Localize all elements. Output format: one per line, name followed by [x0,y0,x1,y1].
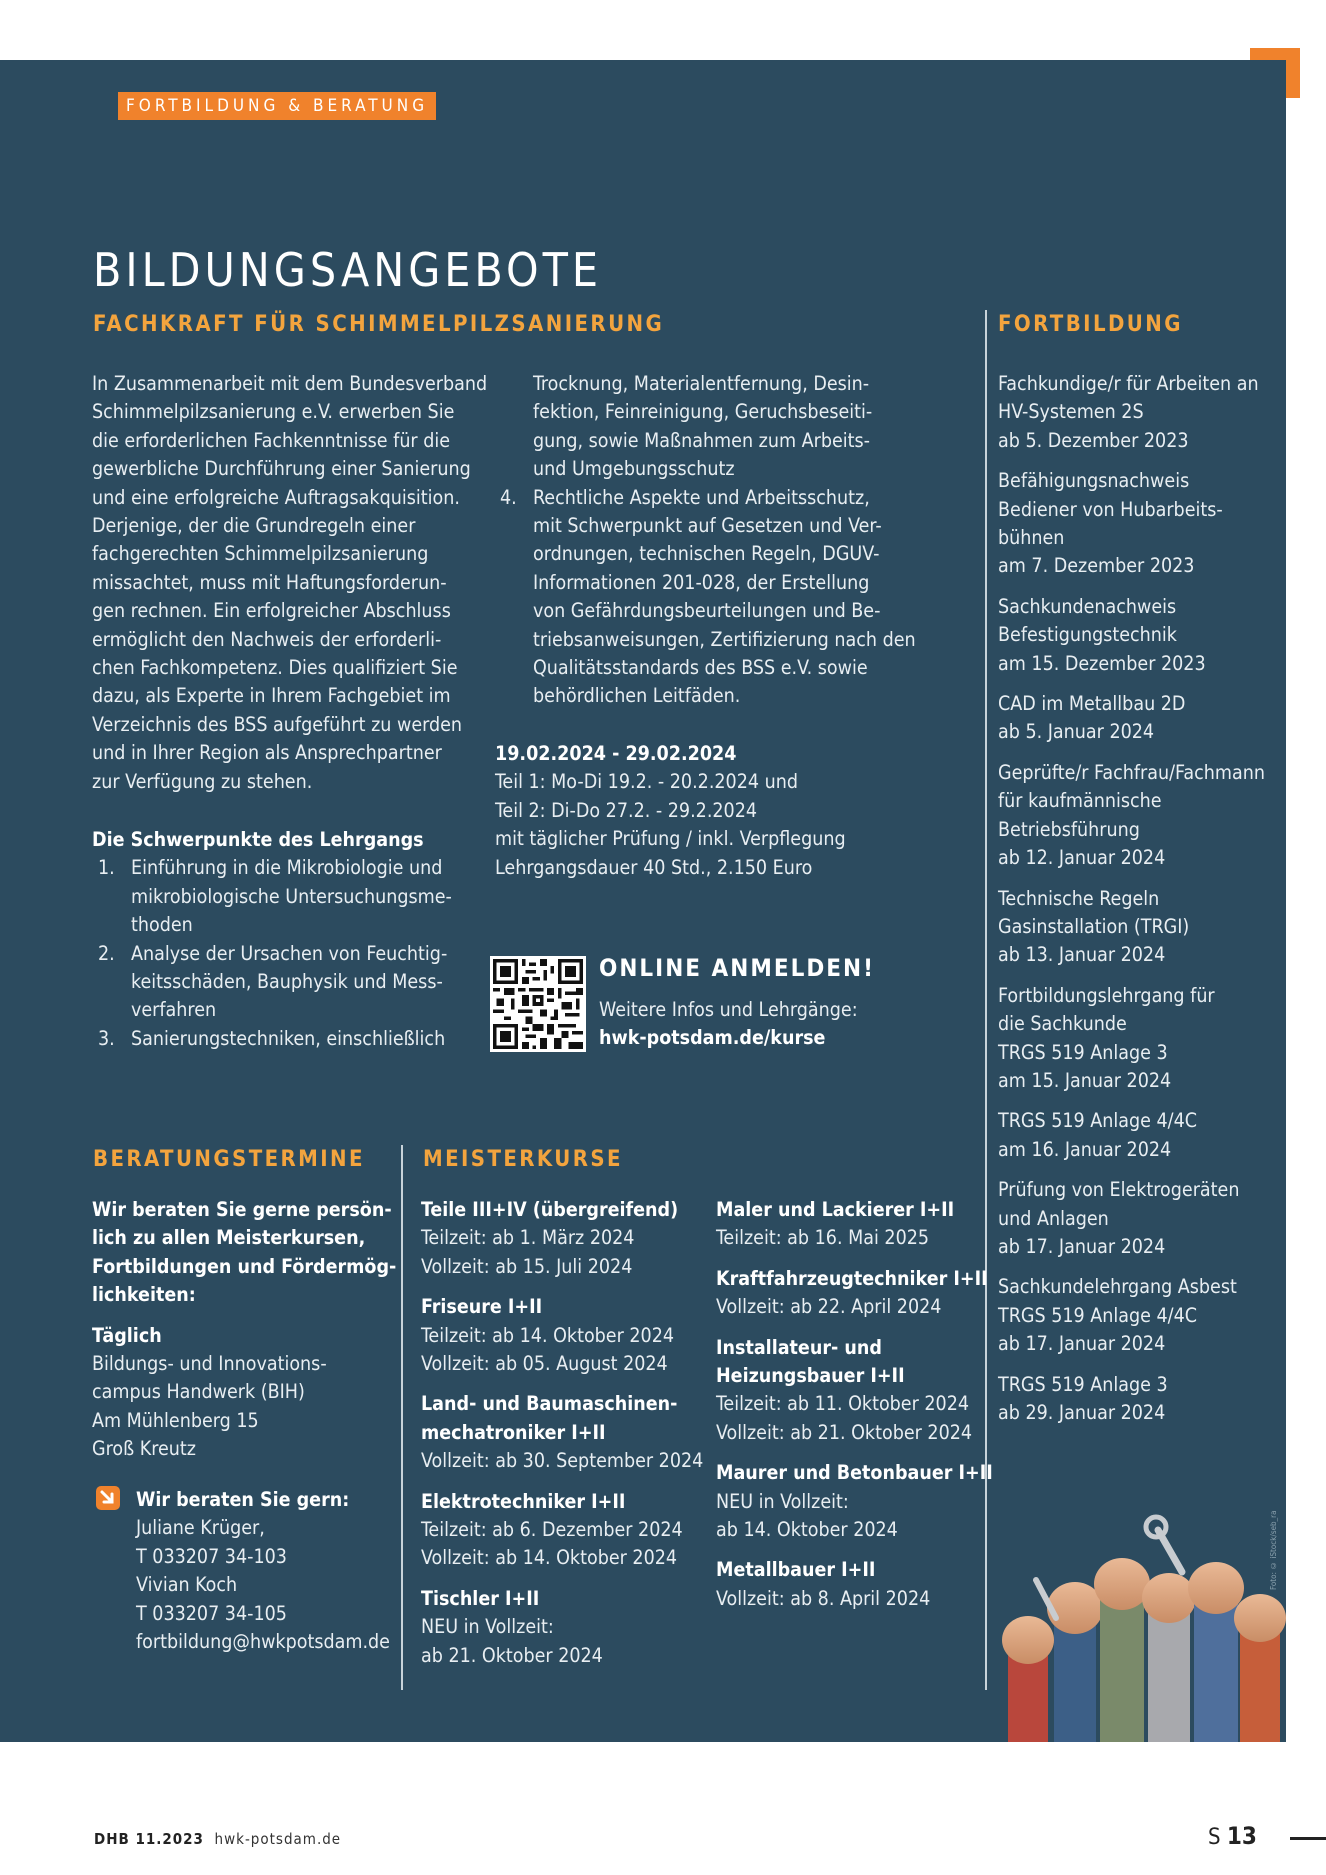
fortbildung-line: am 7. Dezember 2023 [998,554,1195,578]
intro-line: Verzeichnis des BSS aufgeführt zu werden [92,712,463,736]
list-line: von Gefährdungsbeurteilungen und Be- [533,599,881,623]
list-line: und Umgebungsschutz [533,457,735,481]
fortbildung-item [998,885,1265,970]
meister-course-line: Vollzeit: ab 15. Juli 2024 [421,1254,633,1278]
fortbildung-item [998,1371,1265,1428]
spacer [92,1310,396,1322]
intro-line: fachgerechten Schimmelpilzsanierung [92,542,429,566]
list-item [92,854,452,939]
fortbildung-line: Geprüfte/r Fachfrau/Fachmann [998,760,1265,784]
intro-line: In Zusammenarbeit mit dem Bundesverband [92,372,488,395]
online-info [599,996,858,1053]
meister-course [716,1459,993,1544]
beratung-intro-line: lichkeiten: [92,1283,196,1307]
meister-course-title: mechatroniker I+II [421,1420,606,1444]
raised-fists-photo [996,1500,1286,1742]
meister-course-line: NEU in Vollzeit: [421,1615,554,1639]
fortbildung-line: Sachkundelehrgang Asbest [998,1275,1237,1299]
meister-course [421,1488,703,1573]
meister-course-line: ab 14. Oktober 2024 [716,1518,898,1542]
online-text: Weitere Infos und Lehrgänge: [599,998,858,1021]
page-number-value: 13 [1226,1822,1257,1850]
fortbildung-line: TRGS 519 Anlage 3 [998,1040,1168,1064]
intro-line: und in Ihrer Region als Ansprechpartner [92,741,442,765]
fortbildung-item [998,1176,1265,1261]
meister-course-title: Installateur- und [716,1335,882,1359]
footer-left [94,1830,341,1848]
meister-course-line: Teilzeit: ab 6. Dezember 2024 [421,1518,683,1542]
spacer [421,1476,703,1488]
meister-course-title: Land- und Baumaschinen- [421,1392,678,1416]
list-number: 4. [500,485,517,509]
meister-course-line: Vollzeit: ab 21. Oktober 2024 [716,1420,973,1444]
intro-line: zur Verfügung zu stehen. [92,769,313,793]
fortbildung-list [998,370,1265,1427]
meister-course-line: Vollzeit: ab 30. September 2024 [421,1449,704,1473]
divider-meister [401,1145,403,1690]
beratung-location-line: Groß Kreutz [92,1437,197,1461]
intro-line: chen Fachkompetenz. Dies qualifiziert Sie [92,656,458,680]
fortbildung-line: am 16. Januar 2024 [998,1137,1172,1161]
meister-col2 [716,1196,993,1613]
spacer [998,1261,1265,1273]
list-number: 3. [98,1026,115,1050]
list-line: thoden [131,913,193,937]
fortbildung-line: Gasinstallation (TRGI) [998,914,1190,938]
course-date-range: 19.02.2024 - 29.02.2024 [495,742,737,765]
arrow-icon-glyph [96,1486,120,1510]
list-line: gung, sowie Maßnahmen zum Arbeits- [533,428,870,452]
list-item [92,940,452,1025]
meister-course [421,1196,703,1281]
fortbildung-item [998,370,1265,455]
meister-course [421,1585,703,1670]
meister-course-title: Friseure I+II [421,1295,543,1319]
fortbildung-line: TRGS 519 Anlage 4/4C [998,1109,1197,1133]
list-line: Rechtliche Aspekte und Arbeitsschutz, [533,485,870,509]
page-prefix: S [1208,1825,1221,1850]
spacer [998,1359,1265,1371]
meister-course-title: Tischler I+II [421,1586,540,1610]
intro-line: dazu, als Experte in Ihrem Fachgebiet im [92,684,451,708]
list-line: keitsschäden, Bauphysik und Mess- [131,970,443,994]
meister-course-title: Maurer und Betonbauer I+II [716,1461,993,1485]
meister-course [716,1196,993,1253]
list-number: 1. [98,856,115,880]
schedule-line: Teil 2: Di-Do 27.2. - 29.2.2024 [495,798,758,822]
spacer [998,747,1265,759]
contact-line: T 033207 34-103 [136,1544,287,1568]
spacer [998,678,1265,690]
meister-course-line: Vollzeit: ab 14. Oktober 2024 [421,1546,678,1570]
edge-strip [1286,98,1300,1742]
meister-course [421,1293,703,1378]
list-line: triebsanweisungen, Zertifizierung nach den [533,627,916,651]
list-line: Sanierungstechniken, einschließlich [131,1026,446,1050]
contact-lines [136,1514,390,1656]
meister-course-title: Heizungsbauer I+II [716,1364,905,1388]
fortbildung-line: Bediener von Hubarbeits- [998,497,1223,521]
fortbildung-line: CAD im Metallbau 2D [998,692,1186,716]
spacer [421,1573,703,1585]
meister-course [716,1334,993,1448]
list-line: Analyse der Ursachen von Feuchtig- [131,941,448,965]
fortbildung-line: TRGS 519 Anlage 4/4C [998,1303,1197,1327]
fortbildung-item [998,1107,1265,1164]
fortbildung-line: Befestigungstechnik [998,623,1177,647]
spacer [716,1544,993,1556]
fortbildung-line: ab 5. Januar 2024 [998,720,1155,744]
meister-course-line: Teilzeit: ab 11. Oktober 2024 [716,1392,970,1416]
fortbildung-line: Fortbildungslehrgang für [998,983,1215,1007]
beratung-block [92,1196,396,1464]
spacer [998,581,1265,593]
footer-site[interactable]: hwk-potsdam.de [214,1830,342,1848]
arrow-icon [96,1486,120,1510]
course-focus-continued [494,370,916,711]
fortbildung-line: ab 29. Januar 2024 [998,1401,1166,1424]
beratung-location [92,1350,396,1464]
course-focus-list [92,826,452,1053]
contact-line: T 033207 34-105 [136,1601,287,1625]
intro-line: missachtet, muss mit Haftungsforderun- [92,570,447,594]
beratung-intro-line: Wir beraten Sie gerne persön- [92,1198,392,1221]
list-line: behördlichen Leitfäden. [533,684,741,708]
spacer [998,455,1265,467]
beratung-intro [92,1196,396,1310]
meister-course-title: Metallbauer I+II [716,1558,876,1582]
intro-line: ermöglicht den Nachweis der erforderli- [92,627,442,651]
spacer [716,1253,993,1265]
meister-course [716,1265,993,1322]
beratung-daily: Täglich [92,1323,162,1347]
list-line: Informationen 201-028, der Erstellung [533,570,870,594]
beratung-intro-line: lich zu allen Meisterkursen, [92,1226,366,1250]
online-link[interactable]: hwk-potsdam.de/kurse [599,1026,826,1050]
contact-heading: Wir beraten Sie gern: [136,1488,350,1511]
spacer [998,873,1265,885]
qr-code[interactable] [490,956,586,1052]
fortbildung-line: am 15. Dezember 2023 [998,651,1206,675]
fortbildung-line: für kaufmännische [998,789,1162,813]
meister-course-line: Teilzeit: ab 1. März 2024 [421,1226,635,1250]
list-line: Trocknung, Materialentfernung, Desin- [533,372,870,395]
focus-heading: Die Schwerpunkte des Lehrgangs [92,828,424,851]
intro-line: Derjenige, der die Grundregeln einer [92,514,416,538]
page-title: BILDUNGSANGEBOTE [93,243,602,297]
meister-course-line: Vollzeit: ab 8. April 2024 [716,1586,931,1610]
fortbildung-line: Technische Regeln [998,886,1160,910]
schedule-line: mit täglicher Prüfung / inkl. Verpflegung [495,827,846,851]
list-item [92,1025,452,1053]
fortbildung-item [998,690,1265,747]
fortbildung-line: ab 12. Januar 2024 [998,846,1166,870]
list-number: 2. [98,941,115,965]
fortbildung-line: TRGS 519 Anlage 3 [998,1372,1168,1396]
fortbildung-line: Betriebsführung [998,817,1140,841]
meister-course-line: Teilzeit: ab 14. Oktober 2024 [421,1323,675,1347]
course-intro [92,370,487,796]
spacer [421,1281,703,1293]
qr-code-icon [493,959,583,1049]
course-heading: FACHKRAFT FÜR SCHIMMELPILZSANIERUNG [93,312,665,337]
fortbildung-line: ab 5. Dezember 2023 [998,428,1189,452]
list-item [494,484,916,711]
meister-course-line: Vollzeit: ab 22. April 2024 [716,1295,942,1319]
fortbildung-line: HV-Systemen 2S [998,400,1144,424]
fortbildung-line: bühnen [998,526,1065,550]
footer-edition: DHB 11.2023 [94,1830,204,1848]
meister-course-line: NEU in Vollzeit: [716,1489,849,1513]
intro-line: Schimmelpilzsanierung e.V. erwerben Sie [92,400,455,424]
section-tag: FORTBILDUNG & BERATUNG [118,92,436,120]
fortbildung-item [998,982,1265,1096]
fortbildung-line: am 15. Januar 2024 [998,1068,1172,1092]
course-schedule-lines [495,768,846,882]
meister-course-line: Teilzeit: ab 16. Mai 2025 [716,1226,930,1250]
contact-line: Vivian Koch [136,1573,238,1597]
fortbildung-item [998,759,1265,873]
intro-line: die erforderlichen Fachkenntnisse für die [92,428,451,452]
page-number [1208,1822,1257,1850]
fortbildung-line: ab 17. Januar 2024 [998,1234,1166,1258]
list-line: Einführung in die Mikrobiologie und [131,856,443,880]
photo-credit: Foto: © iStock/seb_ra [1269,1510,1278,1590]
fortbildung-item [998,1273,1265,1358]
fortbildung-line: die Sachkunde [998,1012,1127,1036]
contact-line: fortbildung@hwkpotsdam.de [136,1630,390,1654]
online-heading: ONLINE ANMELDEN! [599,954,875,982]
footer-bar [1290,1837,1326,1840]
fortbildung-item [998,467,1265,581]
spacer [716,1447,993,1459]
list-line: mikrobiologische Untersuchungsme- [131,884,452,908]
fortbildung-heading: FORTBILDUNG [998,312,1183,337]
contact-block [136,1486,390,1656]
fortbildung-line: Fachkundige/r für Arbeiten an [998,372,1259,395]
fortbildung-item [998,593,1265,678]
fortbildung-line: Sachkundenachweis [998,594,1177,618]
intro-line: und eine erfolgreiche Auftragsakquisition. [92,485,460,509]
beratung-location-line: Bildungs- und Innovations- [92,1352,327,1376]
meister-course-line: ab 21. Oktober 2024 [421,1643,603,1667]
meister-course-title: Teile III+IV (übergreifend) [421,1198,679,1221]
spacer [998,1164,1265,1176]
fortbildung-line: ab 13. Januar 2024 [998,943,1166,967]
schedule-line: Lehrgangsdauer 40 Std., 2.150 Euro [495,855,813,879]
meister-course-line: Vollzeit: ab 05. August 2024 [421,1352,668,1376]
meister-course-title: Kraftfahrzeugtechniker I+II [716,1266,988,1290]
list-item-continued [494,370,916,484]
spacer [716,1322,993,1334]
list-line: ordnungen, technischen Regeln, DGUV- [533,542,880,566]
contact-line: Juliane Krüger, [136,1516,265,1540]
course-schedule [495,740,846,882]
spacer [998,970,1265,982]
meister-heading: MEISTERKURSE [423,1147,623,1172]
meister-course [421,1390,703,1475]
schedule-line: Teil 1: Mo-Di 19.2. - 20.2.2024 und [495,770,798,794]
fortbildung-line: ab 17. Januar 2024 [998,1332,1166,1356]
meister-col1 [421,1196,703,1670]
spacer [998,1095,1265,1107]
corner-accent-mask [1250,60,1286,98]
beratung-heading: BERATUNGSTERMINE [93,1147,365,1172]
list-line: mit Schwerpunkt auf Gesetzen und Ver- [533,514,882,538]
beratung-location-line: campus Handwerk (BIH) [92,1380,305,1404]
meister-course [716,1556,993,1613]
fortbildung-line: Befähigungsnachweis [998,469,1190,493]
meister-course-title: Maler und Lackierer I+II [716,1198,955,1221]
intro-line: gen rechnen. Ein erfolgreicher Abschluss [92,599,451,623]
fortbildung-line: und Anlagen [998,1206,1109,1230]
list-line: Qualitätsstandards des BSS e.V. sowie [533,656,868,680]
list-line: verfahren [131,998,217,1022]
intro-line: gewerbliche Durchführung einer Sanierung [92,457,471,481]
beratung-location-line: Am Mühlenberg 15 [92,1408,259,1432]
spacer [421,1378,703,1390]
beratung-intro-line: Fortbildungen und Fördermög- [92,1254,397,1278]
meister-course-title: Elektrotechniker I+II [421,1489,626,1513]
list-line: fektion, Feinreinigung, Geruchsbeseiti- [533,400,873,424]
fortbildung-line: Prüfung von Elektrogeräten [998,1178,1240,1202]
